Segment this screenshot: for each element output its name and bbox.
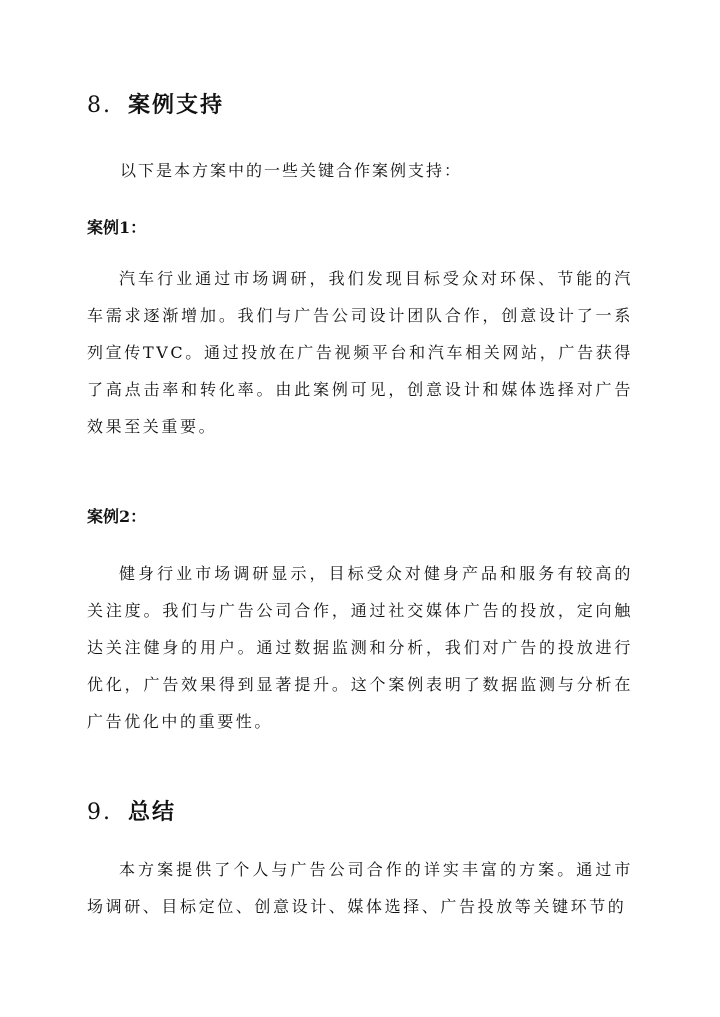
intro-paragraph: 以下是本方案中的一些关键合作案例支持： <box>120 161 463 180</box>
section-number: 9. <box>87 800 112 825</box>
case-heading-1: 案例1： <box>87 218 147 237</box>
section-heading-8 <box>87 88 224 119</box>
summary-paragraph: 本方案提供了个人与广告公司合作的详实丰富的方案。通过市场调研、目标定位、创意设计、媒体选择、广告投放等关键环节的 <box>87 860 633 916</box>
case-heading-2: 案例2： <box>87 507 147 526</box>
section-heading-9 <box>87 795 176 826</box>
case-1-paragraph: 汽车行业通过市场调研，我们发现目标受众对环保、节能的汽车需求逐渐增加。我们与广告公司设计团队合作，创意设计了一系列宣传TVC。通过投放在广告视频平台和汽车相关网站，广告获得了高点击率和转化率。由此案例可见，创意设计和媒体选择对广告效果至关重要。 <box>87 269 633 436</box>
section-title: 案例支持 <box>128 92 225 118</box>
section-number: 8. <box>87 93 112 118</box>
section-title: 总结 <box>128 799 177 825</box>
case-2-paragraph: 健身行业市场调研显示，目标受众对健身产品和服务有较高的关注度。我们与广告公司合作，通过社交媒体广告的投放，定向触达关注健身的用户。通过数据监测和分析，我们对广告的投放进行优化，广告效果得到显著提升。这个案例表明了数据监测与分析在广告优化中的重要性。 <box>87 564 633 731</box>
